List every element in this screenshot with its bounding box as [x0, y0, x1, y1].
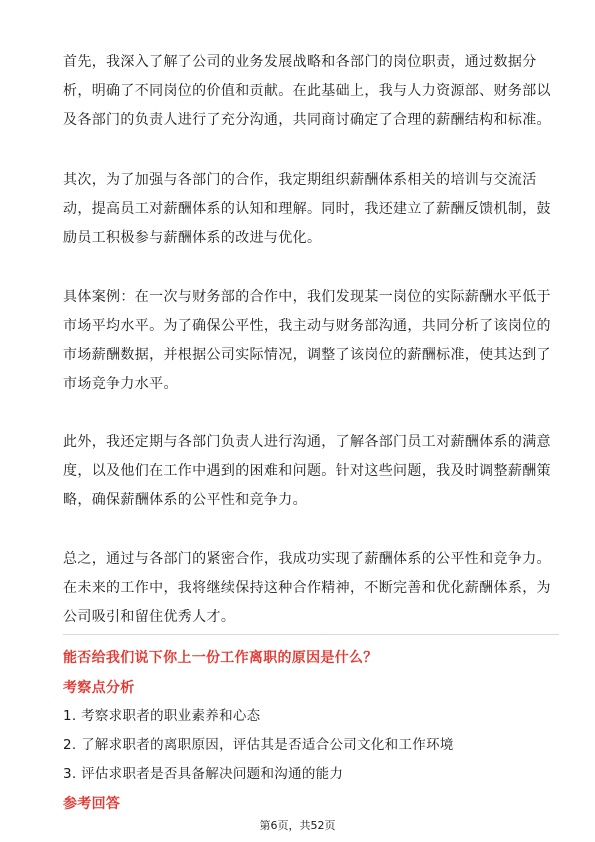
interview-question: 能否给我们说下你上一份工作离职的原因是什么？	[63, 650, 378, 666]
list-item: 2. 了解求职者的离职原因，评估其是否适合公司文化和工作环境	[63, 737, 454, 753]
page-number-footer: 第6页，共52页	[259, 819, 336, 832]
answer-paragraph-3: 具体案例：在一次与财务部的合作中，我们发现某一岗位的实际薪酬水平低于市场平均水平。为了确保公平性，我主动与财务部沟通，共同分析了该岗位的市场薪酬数据，并根据公司实际情况，调整了该岗位的薪酬标准，使其达到了市场竞争力水平。	[63, 289, 551, 392]
answer-paragraph-1: 首先，我深入了解了公司的业务发展战略和各部门的岗位职责，通过数据分析，明确了不同岗位的价值和贡献。在此基础上，我与人力资源部、财务部以及各部门的负责人进行了充分沟通，共同商讨确定了合理的薪酬结构和标准。	[63, 54, 551, 128]
answer-paragraph-2: 其次，为了加强与各部门的合作，我定期组织薪酬体系相关的培训与交流活动，提高员工对薪酬体系的认知和理解。同时，我还建立了薪酬反馈机制，鼓励员工积极参与薪酬体系的改进与优化。	[63, 172, 551, 246]
answer-paragraph-4: 此外，我还定期与各部门负责人进行沟通，了解各部门员工对薪酬体系的满意度，以及他们在工作中遇到的困难和问题。针对这些问题，我及时调整薪酬策略，确保薪酬体系的公平性和竞争力。	[63, 434, 551, 508]
reference-answer-heading: 参考回答	[63, 796, 121, 812]
section-divider	[63, 634, 559, 635]
analysis-heading: 考察点分析	[63, 680, 135, 696]
answer-paragraph-5: 总之，通过与各部门的紧密合作，我成功实现了薪酬体系的公平性和竞争力。在未来的工作中，我将继续保持这种合作精神，不断完善和优化薪酬体系，为公司吸引和留住优秀人才。	[63, 551, 551, 625]
analysis-list	[63, 702, 454, 789]
list-item: 3. 评估求职者是否具备解决问题和沟通的能力	[63, 766, 344, 782]
list-item: 1. 考察求职者的职业素养和心态	[63, 708, 261, 724]
